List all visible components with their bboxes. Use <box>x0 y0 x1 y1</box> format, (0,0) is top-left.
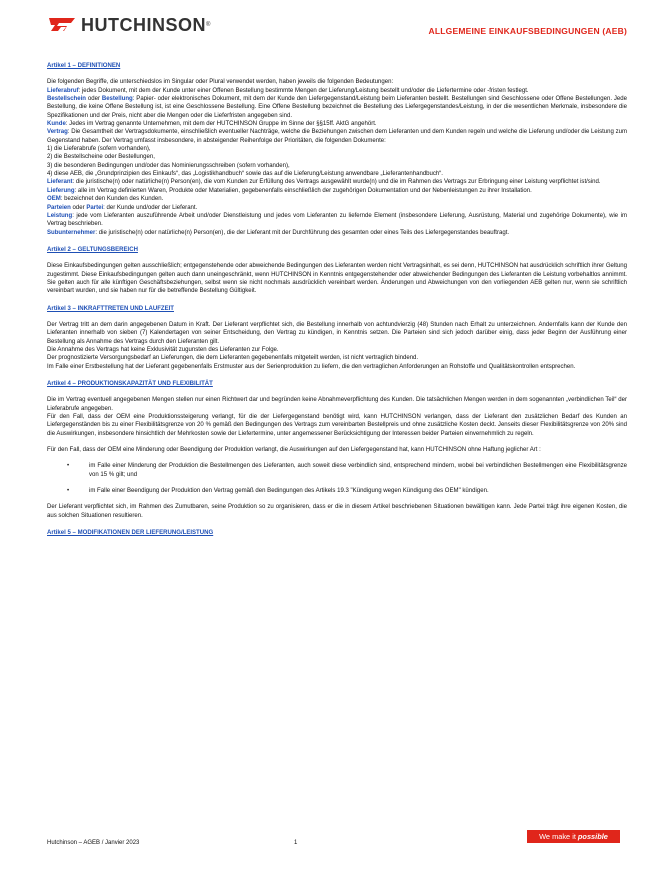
art4-paragraph-3: Für den Fall, dass der OEM eine Minderung oder Beendigung der Produktion verlangt, die Auswirkungen auf den Liefergegenstand hat, kann HUTCHINSON ohne Haftung jeglicher Art : <box>47 447 541 454</box>
def-lieferabruf-text: : jedes Dokument, mit dem der Kunde unter einer Offenen Bestellung bestimmte Mengen der Lieferung/Leistung bestellt und/oder die Liefertermine oder -fristen festlegt. <box>78 87 529 94</box>
term-oem: OEM <box>47 196 61 203</box>
def-vertrag <box>47 128 627 145</box>
art4-bullet-1: • im Falle einer Minderung der Produktion die Bestellmengen des Lieferanten, auch soweit diese verbindlich sind, entsprechend mindern, wobei bei verbindlichen Bestellmengen eine Flexibilitätsgrenze von 15 % gilt; und <box>47 462 627 479</box>
article-2-heading: Artikel 2 – GELTUNGSBEREICH <box>47 246 138 253</box>
art4-paragraph-4: Der Lieferant verpflichtet sich, im Rahmen des Zumutbaren, seine Produktion so zu organisieren, dass er die in diesem Artikel beschriebenen Situationen bewältigen kann. Jede Partei trägt ihre eigenen Kosten, die aus solchen Situationen resultieren. <box>47 504 627 519</box>
def-leistung <box>47 212 627 229</box>
document-title: ALLGEMEINE EINKAUFSBEDINGUNGEN (AEB) <box>428 26 627 36</box>
art4-paragraph-1: Die im Vertrag eventuell angegebenen Mengen stellen nur einen Richtwert dar und begründen keine Abnahmeverpflichtung des Kunden. Die tatsächlichen Mengen werden in dem sogenannten „verbindlichen Teil“ der Lieferabrufe angegeben. <box>47 397 627 412</box>
page-header <box>47 14 627 48</box>
term-vertrag: Vertrag <box>47 129 68 136</box>
term-lieferabruf: Lieferabruf <box>47 87 79 94</box>
vertrag-list-item-3: 3) die besonderen Bedingungen und/oder das Nominierungsschreiben (sofern vorhanden), <box>47 162 290 169</box>
term-lieferung: Lieferung <box>47 187 75 194</box>
def-oem-text: : bezeichnet den Kunden des Kunden. <box>60 196 164 203</box>
vertrag-list-item-2: 2) die Bestellscheine oder Bestellungen, <box>47 154 155 161</box>
article-5-heading: Artikel 5 – MODIFIKATIONEN DER LIEFERUNG/LEISTUNG <box>47 530 214 537</box>
slogan-text: We make it <box>539 832 576 841</box>
def-lieferung <box>47 187 627 195</box>
art4-paragraph-2: Für den Fall, dass der OEM eine Produktionssteigerung verlangt, für die der Liefergegenstand benötigt wird, kann HUTCHINSON verlangen, dass der Lieferant den zusätzlichen Bedarf des Kunden an Liefergegenständen bis zu einer Flexibilitätsgrenze von 20 % gemäß den Bedingungen des Vertrags zum vereinbarten Bestellpreis und ohne zusätzliche Kosten deckt. Jenseits dieser Flexibilitätsgrenze von 20% sind die Auswirkungen, insbesondere hinsichtlich der Mehrkosten sowie der Liefertermine, unter angemessener Berücksichtigung der Interessen beider Parteien einvernehmlich zu regeln. <box>47 414 627 437</box>
slogan-badge <box>527 830 620 843</box>
def-kunde <box>47 120 627 128</box>
def-bestellung <box>47 95 627 120</box>
article-3-heading: Artikel 3 – INKRAFTTRETEN UND LAUFZEIT <box>47 305 174 312</box>
term-bestellung: Bestellung <box>101 96 133 103</box>
term-lieferant: Lieferant <box>47 179 73 186</box>
term-subunternehmer: Subunternehmer <box>47 229 96 236</box>
art3-paragraph-3: Der prognostizierte Versorgungsbedarf an Lieferungen, die dem Lieferanten gegebenenfalls mitgeteilt werden, ist nicht vertraglich bindend. <box>47 355 419 362</box>
art1-intro: Die folgenden Begriffe, die unterschiedslos im Singular oder Plural verwendet werden, haben jeweils die folgenden Bedeutungen: <box>47 79 394 86</box>
art4-bullet-2: • im Falle einer Beendigung der Produktion den Vertrag gemäß den Bedingungen des Artikels 19.3 "Kündigung wegen Kündigung des OEM" kündigen. <box>47 487 627 495</box>
hutchinson-logo <box>47 14 210 36</box>
document-body <box>47 62 627 545</box>
def-oem <box>47 195 627 203</box>
article-4-heading: Artikel 4 – PRODUKTIONSKAPAZITÄT UND FLEXIBILITÄT <box>47 381 213 387</box>
def-parteien-oder: oder <box>70 204 87 211</box>
slogan-emphasis: possible <box>577 832 608 841</box>
art3-paragraph-4: Im Falle einer Erstbestellung hat der Lieferant gegebenenfalls Erstmuster aus der Serienproduktion zu liefern, die den vertraglichen Anforderungen an Rohstoffe und Qualitätskontrollen entsprechen. <box>47 363 576 370</box>
term-partei: Partei <box>86 204 104 211</box>
vertrag-list-item-4: 4) diese AEB, die „Grundprinzipien des Einkaufs“, das „Logistikhandbuch“ sowie das auf die Lieferung/Leistung anwendbare „Lieferantenhandbuch“. <box>47 171 443 178</box>
term-bestellschein: Bestellschein <box>47 96 86 103</box>
def-subunternehmer <box>47 229 627 237</box>
term-kunde: Kunde <box>47 121 66 128</box>
logo-text: HUTCHINSON <box>81 14 206 35</box>
art3-paragraph-2: Die Annahme des Vertrags hat keine Exklusivität zugunsten des Lieferanten zur Folge. <box>47 346 279 353</box>
hutchinson-logo-icon <box>47 14 77 36</box>
def-subunternehmer-text: : die juristische(n) oder natürliche(n) Person(en), die der Lieferant mit der Durchführung des gesamten oder eines Teils des Liefergegenstandes beauftragt. <box>95 229 510 236</box>
term-leistung: Leistung <box>47 212 73 219</box>
registered-mark: ® <box>206 22 211 28</box>
def-leistung-text: : jede vom Lieferanten auszuführende Arbeit und/oder Dienstleistung und jedes vom Lieferanten zu liefernde Element (insbesondere Lieferung, Ausrüstung, Material und zugehörige Dokumente), wie im Vertrag beschrieben. <box>47 212 627 228</box>
def-parteien <box>47 204 627 212</box>
vertrag-list-item-1: 1) die Lieferabrufe (sofern vorhanden), <box>47 146 151 153</box>
def-partei-text: : der Kunde und/oder der Lieferant. <box>103 204 198 211</box>
article-1-heading: Artikel 1 – DEFINITIONEN <box>47 63 121 69</box>
term-parteien: Parteien <box>47 204 71 211</box>
page-number: 1 <box>294 840 298 846</box>
def-vertrag-text: : Die Gesamtheit der Vertragsdokumente, einschließlich eventueller Nachträge, welche die Beziehungen zwischen dem Lieferanten und dem Kunden regeln und welche die Lieferung und/oder die Leistung zum Gegenstand haben. Der Vertrag umfasst insbesondere, in absteigender Reihenfolge der Prioritäten, die folgenden Dokumente: <box>47 129 627 144</box>
def-lieferabruf <box>47 87 627 95</box>
art3-paragraph-1: Der Vertrag tritt an dem darin angegebenen Datum in Kraft. Der Lieferant verpflichtet sich, die Bestellung innerhalb von achtundvierzig (48) Stunden nach Erhalt zu unterzeichnen. Andernfalls kann der Kunde den Lieferanten innerhalb von sieben (7) Kalendertagen von seiner Entscheidung, den Vertrag zu kündigen, in Kenntnis setzen. Die Parteien sind sich jedoch darüber einig, dass jeder Beginn der Ausführung einer Bestellung als Annahme des Vertrags durch den Lieferanten gilt. <box>47 321 627 345</box>
def-lieferant <box>47 178 627 186</box>
art2-text: Diese Einkaufsbedingungen gelten ausschließlich; entgegenstehende oder abweichende Bedingungen des Lieferanten werden nicht Vertragsinhalt, es sei denn, HUTCHINSON hat ausdrücklich schriftlich ihrer Geltung zugestimmt. Diese Einkaufsbedingungen gelten auch dann uneingeschränkt, wenn HUTCHINSON in Kenntnis entgegenstehender oder abweichender Bedingungen des Lieferanten die Leistung vorbehaltlos annimmt. Sie gelten auch für alle künftigen Geschäftsbeziehungen, selbst wenn sie nicht nochmals ausdrücklich vereinbart werden. Änderungen und Abweichungen von den vorliegenden AEB gelten nur, wenn sie schriftlich vereinbart wurden, und sie haben nur für die betreffende Bestellung Gültigkeit. <box>47 263 627 295</box>
footer-reference: Hutchinson – AGEB / Janvier 2023 <box>47 840 140 846</box>
def-bestellung-text: : Papier- oder elektronisches Dokument, mit dem der Kunde den Liefergegenstand/Leistung beim Lieferanten bestellt. Bestellungen sind Geschlossene oder Offene Bestellungen. Jede Bestellung, die keine Offene Bestellung ist, ist eine Geschlossene Bestellung. Eine Offene Bestellung bezeichnet die Bestellung des Liefergegenstandes/Leistung, in der die wesentlichen Merkmale, insbesondere die Spezifikationen und der Preis, nicht aber die Mengen oder die Lieferfristen angegeben sind. <box>47 96 627 119</box>
def-kunde-text: : Jedes im Vertrag genannte Unternehmen, mit dem der HUTCHINSON Gruppe im Sinne der §§15ff. AktG angehört. <box>65 121 377 128</box>
def-lieferung-text: : alle im Vertrag definierten Waren, Produkte oder Materialien, gegebenenfalls einschließlich der zugehörigen Dokumentation und der Nebenleistungen zu ihrer Installation. <box>74 187 532 194</box>
def-bestellschein-oder: oder <box>86 96 102 103</box>
def-lieferant-text: : die juristische(n) oder natürliche(n) Person(en), die vom Kunden zur Erfüllung des Vertrags ausgewählt wurde(n) und die im Rahmen des Vertrags zur Erbringung einer Leistung verpflichtet ist/sind. <box>72 179 601 186</box>
